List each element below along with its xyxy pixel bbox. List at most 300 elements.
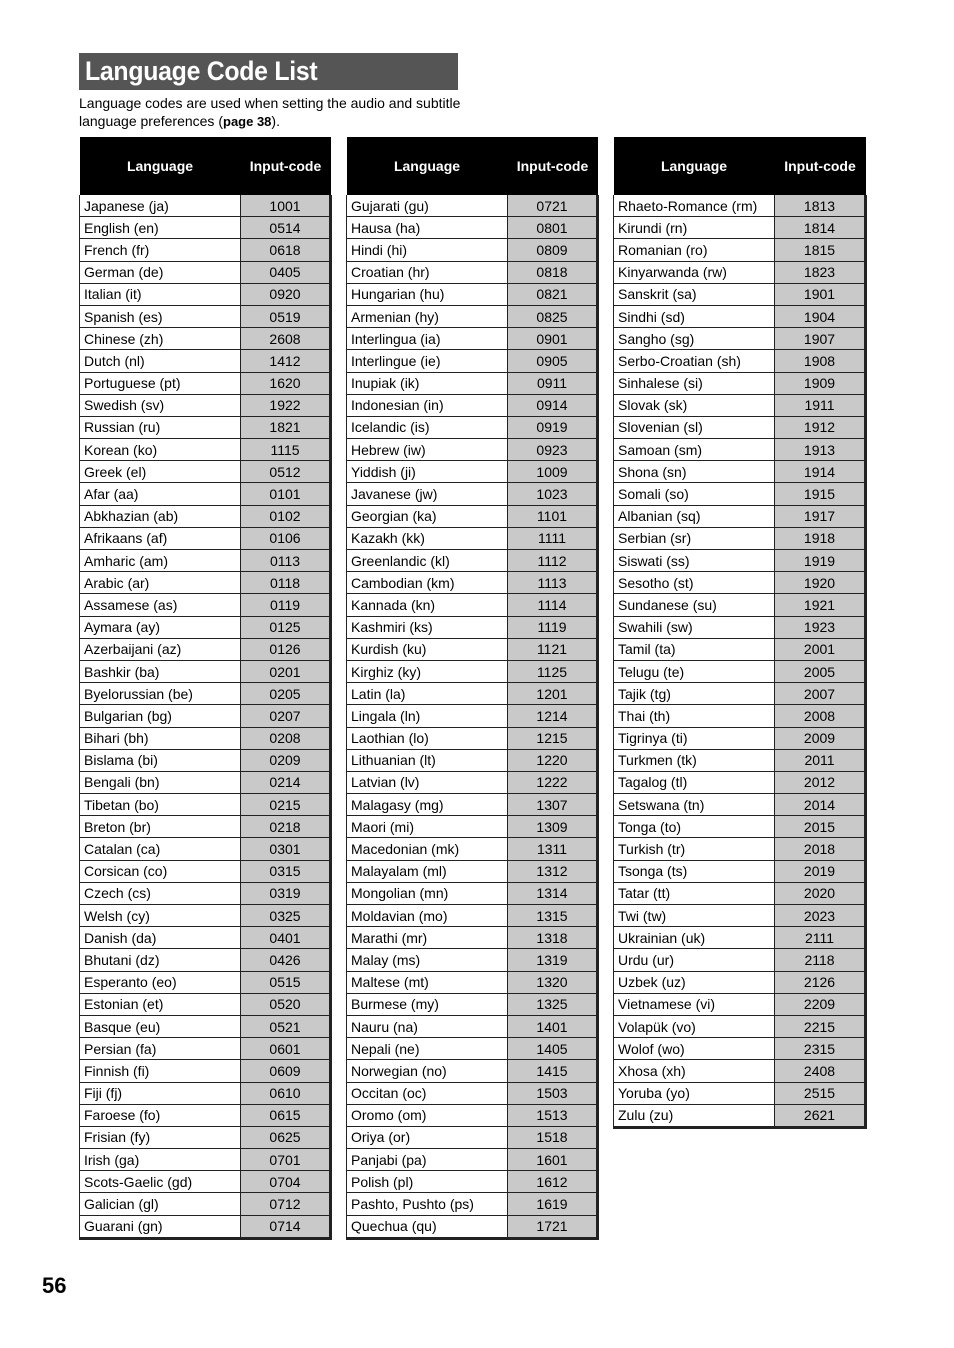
table-row bbox=[614, 305, 866, 327]
language-name-cell: Assamese (as) bbox=[80, 594, 241, 616]
table-row bbox=[80, 1193, 331, 1215]
input-code-cell: 1620 bbox=[241, 372, 331, 394]
table-row bbox=[347, 927, 598, 949]
table-row bbox=[614, 372, 866, 394]
table-row bbox=[80, 838, 331, 860]
table-row bbox=[614, 283, 866, 305]
input-code-cell: 2315 bbox=[775, 1038, 866, 1060]
language-name-cell: Persian (fa) bbox=[80, 1038, 241, 1060]
language-name-cell: Yiddish (ji) bbox=[347, 461, 508, 483]
table-row bbox=[80, 816, 331, 838]
input-code-cell: 0319 bbox=[241, 882, 331, 904]
language-name-cell: Albanian (sq) bbox=[614, 505, 775, 527]
table-row bbox=[614, 727, 866, 749]
input-code-cell: 2001 bbox=[775, 638, 866, 660]
language-name-cell: Kirundi (rn) bbox=[614, 217, 775, 239]
input-code-cell: 0821 bbox=[508, 283, 598, 305]
table-row bbox=[614, 971, 866, 993]
input-code-cell: 1918 bbox=[775, 527, 866, 549]
table-row bbox=[347, 1193, 598, 1215]
input-code-cell: 0801 bbox=[508, 217, 598, 239]
language-name-cell: Kashmiri (ks) bbox=[347, 616, 508, 638]
language-name-cell: Lingala (ln) bbox=[347, 705, 508, 727]
input-code-cell: 0101 bbox=[241, 483, 331, 505]
language-name-cell: Galician (gl) bbox=[80, 1193, 241, 1215]
table-row bbox=[80, 1126, 331, 1148]
language-name-cell: Laothian (lo) bbox=[347, 727, 508, 749]
language-name-cell: Amharic (am) bbox=[80, 550, 241, 572]
language-name-cell: Faroese (fo) bbox=[80, 1104, 241, 1126]
input-code-cell: 0610 bbox=[241, 1082, 331, 1104]
table-row bbox=[347, 1082, 598, 1104]
language-column-header: Language bbox=[80, 137, 241, 195]
table-row bbox=[80, 1171, 331, 1193]
table-row bbox=[614, 838, 866, 860]
input-code-cell: 1121 bbox=[508, 638, 598, 660]
input-code-cell: 0601 bbox=[241, 1038, 331, 1060]
input-code-cell: 0901 bbox=[508, 328, 598, 350]
language-name-cell: Bislama (bi) bbox=[80, 749, 241, 771]
language-name-cell: Twi (tw) bbox=[614, 905, 775, 927]
input-code-cell: 1813 bbox=[775, 195, 866, 217]
table-row bbox=[614, 328, 866, 350]
table-row bbox=[347, 195, 598, 217]
input-code-cell: 0701 bbox=[241, 1149, 331, 1171]
language-name-cell: Tigrinya (ti) bbox=[614, 727, 775, 749]
language-name-cell: Xhosa (xh) bbox=[614, 1060, 775, 1082]
table-row bbox=[80, 927, 331, 949]
input-code-cell: 0119 bbox=[241, 594, 331, 616]
table-row bbox=[347, 305, 598, 327]
input-code-cell: 1904 bbox=[775, 305, 866, 327]
table-row bbox=[347, 261, 598, 283]
table-row bbox=[347, 527, 598, 549]
intro-text-after: ). bbox=[271, 113, 280, 129]
language-name-cell: Kazakh (kk) bbox=[347, 527, 508, 549]
language-name-cell: Bihari (bh) bbox=[80, 727, 241, 749]
table-row bbox=[80, 1060, 331, 1082]
input-code-cell: 1901 bbox=[775, 283, 866, 305]
input-code-cell: 1909 bbox=[775, 372, 866, 394]
input-code-cell: 2111 bbox=[775, 927, 866, 949]
table-row bbox=[614, 616, 866, 638]
page-title-bar bbox=[79, 53, 458, 90]
table-row bbox=[80, 483, 331, 505]
table-row bbox=[614, 505, 866, 527]
input-code-cell: 0126 bbox=[241, 638, 331, 660]
input-code-cell: 1821 bbox=[241, 416, 331, 438]
language-name-cell: Frisian (fy) bbox=[80, 1126, 241, 1148]
language-name-cell: Slovenian (sl) bbox=[614, 416, 775, 438]
table-row bbox=[80, 638, 331, 660]
input-code-cell: 2007 bbox=[775, 683, 866, 705]
input-code-cell: 1125 bbox=[508, 660, 598, 682]
language-name-cell: Kannada (kn) bbox=[347, 594, 508, 616]
language-name-cell: Greenlandic (kl) bbox=[347, 550, 508, 572]
input-code-cell: 1503 bbox=[508, 1082, 598, 1104]
table-row bbox=[614, 816, 866, 838]
table-row bbox=[80, 1149, 331, 1171]
language-name-cell: French (fr) bbox=[80, 239, 241, 261]
language-name-cell: Panjabi (pa) bbox=[347, 1149, 508, 1171]
language-column-header: Language bbox=[614, 137, 775, 195]
input-code-cell: 0125 bbox=[241, 616, 331, 638]
language-name-cell: Hungarian (hu) bbox=[347, 283, 508, 305]
input-code-cell: 0809 bbox=[508, 239, 598, 261]
language-name-cell: Telugu (te) bbox=[614, 660, 775, 682]
input-code-cell: 1911 bbox=[775, 394, 866, 416]
language-code-table-1 bbox=[79, 137, 332, 1240]
language-name-cell: Oromo (om) bbox=[347, 1104, 508, 1126]
input-code-cell: 0209 bbox=[241, 749, 331, 771]
input-code-cell: 0214 bbox=[241, 771, 331, 793]
language-name-cell: Estonian (et) bbox=[80, 993, 241, 1015]
table-row bbox=[614, 705, 866, 727]
table-row bbox=[614, 483, 866, 505]
table-row bbox=[347, 949, 598, 971]
language-name-cell: Basque (eu) bbox=[80, 1015, 241, 1037]
input-code-cell: 2118 bbox=[775, 949, 866, 971]
table-row bbox=[80, 505, 331, 527]
table-row bbox=[614, 261, 866, 283]
table-row bbox=[80, 1015, 331, 1037]
table-row bbox=[80, 683, 331, 705]
language-name-cell: Malay (ms) bbox=[347, 949, 508, 971]
input-code-cell: 2014 bbox=[775, 794, 866, 816]
table-row bbox=[347, 838, 598, 860]
table-row bbox=[614, 527, 866, 549]
input-code-cell: 1222 bbox=[508, 771, 598, 793]
input-code-cell: 0914 bbox=[508, 394, 598, 416]
language-name-cell: Byelorussian (be) bbox=[80, 683, 241, 705]
table-row bbox=[347, 572, 598, 594]
input-code-cell: 1309 bbox=[508, 816, 598, 838]
table-row bbox=[347, 1149, 598, 1171]
table-row bbox=[80, 860, 331, 882]
language-name-cell: Hausa (ha) bbox=[347, 217, 508, 239]
input-code-cell: 1318 bbox=[508, 927, 598, 949]
table-row bbox=[614, 594, 866, 616]
input-code-cell: 1111 bbox=[508, 527, 598, 549]
language-name-cell: Sundanese (su) bbox=[614, 594, 775, 616]
language-name-cell: Tamil (ta) bbox=[614, 638, 775, 660]
input-code-cell: 1612 bbox=[508, 1171, 598, 1193]
table-row bbox=[347, 771, 598, 793]
input-code-cell: 0325 bbox=[241, 905, 331, 927]
language-name-cell: Tonga (to) bbox=[614, 816, 775, 838]
table-row bbox=[614, 882, 866, 904]
input-code-cell: 1518 bbox=[508, 1126, 598, 1148]
table-row bbox=[80, 572, 331, 594]
input-code-cell: 1917 bbox=[775, 505, 866, 527]
input-code-cell: 2515 bbox=[775, 1082, 866, 1104]
language-name-cell: Inupiak (ik) bbox=[347, 372, 508, 394]
input-code-cell: 0405 bbox=[241, 261, 331, 283]
language-name-cell: Javanese (jw) bbox=[347, 483, 508, 505]
input-code-column-header: Input-code bbox=[508, 137, 598, 195]
table-row bbox=[80, 771, 331, 793]
input-code-cell: 1915 bbox=[775, 483, 866, 505]
table-row bbox=[347, 638, 598, 660]
table-row bbox=[614, 217, 866, 239]
table-row bbox=[80, 705, 331, 727]
table-row bbox=[347, 882, 598, 904]
input-code-cell: 0911 bbox=[508, 372, 598, 394]
language-name-cell: Guarani (gn) bbox=[80, 1215, 241, 1238]
input-code-cell: 2019 bbox=[775, 860, 866, 882]
table-row bbox=[614, 905, 866, 927]
input-code-cell: 0515 bbox=[241, 971, 331, 993]
table-row bbox=[614, 1082, 866, 1104]
table-row bbox=[347, 328, 598, 350]
input-code-cell: 0113 bbox=[241, 550, 331, 572]
language-name-cell: Dutch (nl) bbox=[80, 350, 241, 372]
language-name-cell: Italian (it) bbox=[80, 283, 241, 305]
language-name-cell: Korean (ko) bbox=[80, 439, 241, 461]
input-code-cell: 1513 bbox=[508, 1104, 598, 1126]
language-name-cell: Russian (ru) bbox=[80, 416, 241, 438]
input-code-cell: 1114 bbox=[508, 594, 598, 616]
input-code-cell: 1907 bbox=[775, 328, 866, 350]
language-name-cell: Scots-Gaelic (gd) bbox=[80, 1171, 241, 1193]
language-name-cell: Yoruba (yo) bbox=[614, 1082, 775, 1104]
language-name-cell: Turkmen (tk) bbox=[614, 749, 775, 771]
table-row bbox=[80, 305, 331, 327]
table-row bbox=[80, 905, 331, 927]
language-name-cell: Shona (sn) bbox=[614, 461, 775, 483]
language-name-cell: Interlingua (ia) bbox=[347, 328, 508, 350]
input-code-cell: 1325 bbox=[508, 993, 598, 1015]
language-name-cell: Thai (th) bbox=[614, 705, 775, 727]
table-row bbox=[80, 328, 331, 350]
language-name-cell: Portuguese (pt) bbox=[80, 372, 241, 394]
input-code-cell: 1619 bbox=[508, 1193, 598, 1215]
language-name-cell: Ukrainian (uk) bbox=[614, 927, 775, 949]
input-code-cell: 0905 bbox=[508, 350, 598, 372]
input-code-cell: 0712 bbox=[241, 1193, 331, 1215]
language-name-cell: Serbo-Croatian (sh) bbox=[614, 350, 775, 372]
language-name-cell: Quechua (qu) bbox=[347, 1215, 508, 1238]
input-code-cell: 1814 bbox=[775, 217, 866, 239]
language-column-header: Language bbox=[347, 137, 508, 195]
input-code-cell: 2015 bbox=[775, 816, 866, 838]
input-code-cell: 1001 bbox=[241, 195, 331, 217]
table-row bbox=[347, 1215, 598, 1238]
input-code-cell: 0721 bbox=[508, 195, 598, 217]
table-row bbox=[614, 239, 866, 261]
table-row bbox=[347, 816, 598, 838]
language-name-cell: Bhutani (dz) bbox=[80, 949, 241, 971]
table-row bbox=[80, 993, 331, 1015]
language-name-cell: Nauru (na) bbox=[347, 1015, 508, 1037]
language-name-cell: Tatar (tt) bbox=[614, 882, 775, 904]
table-row bbox=[80, 372, 331, 394]
table-row bbox=[347, 705, 598, 727]
language-name-cell: Sangho (sg) bbox=[614, 328, 775, 350]
table-row bbox=[614, 794, 866, 816]
table-row bbox=[347, 594, 598, 616]
input-code-cell: 1914 bbox=[775, 461, 866, 483]
table-row bbox=[614, 660, 866, 682]
language-name-cell: Aymara (ay) bbox=[80, 616, 241, 638]
language-name-cell: Armenian (hy) bbox=[347, 305, 508, 327]
language-name-cell: Czech (cs) bbox=[80, 882, 241, 904]
language-name-cell: Malagasy (mg) bbox=[347, 794, 508, 816]
input-code-cell: 0215 bbox=[241, 794, 331, 816]
table-row bbox=[80, 1215, 331, 1238]
language-name-cell: Vietnamese (vi) bbox=[614, 993, 775, 1015]
input-code-cell: 1415 bbox=[508, 1060, 598, 1082]
language-name-cell: Samoan (sm) bbox=[614, 439, 775, 461]
table-row bbox=[614, 195, 866, 217]
language-name-cell: Pashto, Pushto (ps) bbox=[347, 1193, 508, 1215]
input-code-cell: 1920 bbox=[775, 572, 866, 594]
table-row bbox=[347, 1038, 598, 1060]
input-code-cell: 0625 bbox=[241, 1126, 331, 1148]
table-row bbox=[347, 683, 598, 705]
table-row bbox=[80, 1104, 331, 1126]
input-code-cell: 2009 bbox=[775, 727, 866, 749]
language-name-cell: Georgian (ka) bbox=[347, 505, 508, 527]
language-name-cell: Finnish (fi) bbox=[80, 1060, 241, 1082]
input-code-cell: 0401 bbox=[241, 927, 331, 949]
input-code-cell: 0704 bbox=[241, 1171, 331, 1193]
input-code-cell: 2408 bbox=[775, 1060, 866, 1082]
table-row bbox=[614, 638, 866, 660]
table-row bbox=[80, 527, 331, 549]
language-name-cell: Lithuanian (lt) bbox=[347, 749, 508, 771]
language-name-cell: Bengali (bn) bbox=[80, 771, 241, 793]
language-name-cell: Slovak (sk) bbox=[614, 394, 775, 416]
language-name-cell: Spanish (es) bbox=[80, 305, 241, 327]
input-code-cell: 2215 bbox=[775, 1015, 866, 1037]
table-row bbox=[347, 461, 598, 483]
input-code-cell: 1307 bbox=[508, 794, 598, 816]
input-code-cell: 1412 bbox=[241, 350, 331, 372]
input-code-cell: 0201 bbox=[241, 660, 331, 682]
language-name-cell: Sinhalese (si) bbox=[614, 372, 775, 394]
language-name-cell: Oriya (or) bbox=[347, 1126, 508, 1148]
page-number: 56 bbox=[42, 1273, 67, 1298]
table-row bbox=[80, 416, 331, 438]
table-row bbox=[347, 1060, 598, 1082]
input-code-cell: 1320 bbox=[508, 971, 598, 993]
input-code-cell: 2126 bbox=[775, 971, 866, 993]
input-code-cell: 0519 bbox=[241, 305, 331, 327]
language-name-cell: Tagalog (tl) bbox=[614, 771, 775, 793]
language-name-cell: Urdu (ur) bbox=[614, 949, 775, 971]
input-code-cell: 0714 bbox=[241, 1215, 331, 1238]
table-row bbox=[80, 594, 331, 616]
input-code-cell: 1601 bbox=[508, 1149, 598, 1171]
table-row bbox=[347, 439, 598, 461]
language-name-cell: Welsh (cy) bbox=[80, 905, 241, 927]
input-code-cell: 0919 bbox=[508, 416, 598, 438]
language-name-cell: Swedish (sv) bbox=[80, 394, 241, 416]
input-code-cell: 0615 bbox=[241, 1104, 331, 1126]
input-code-cell: 1913 bbox=[775, 439, 866, 461]
table-row bbox=[80, 261, 331, 283]
input-code-cell: 1214 bbox=[508, 705, 598, 727]
table-row bbox=[80, 350, 331, 372]
language-name-cell: Tibetan (bo) bbox=[80, 794, 241, 816]
table-row bbox=[614, 771, 866, 793]
language-name-cell: Indonesian (in) bbox=[347, 394, 508, 416]
language-name-cell: Sindhi (sd) bbox=[614, 305, 775, 327]
table-row bbox=[347, 1015, 598, 1037]
input-code-cell: 1220 bbox=[508, 749, 598, 771]
language-name-cell: Croatian (hr) bbox=[347, 261, 508, 283]
table-row bbox=[614, 993, 866, 1015]
input-code-cell: 1009 bbox=[508, 461, 598, 483]
input-code-cell: 0520 bbox=[241, 993, 331, 1015]
language-name-cell: Interlingue (ie) bbox=[347, 350, 508, 372]
table-row bbox=[347, 416, 598, 438]
language-name-cell: Siswati (ss) bbox=[614, 550, 775, 572]
table-row bbox=[80, 727, 331, 749]
language-name-cell: Maltese (mt) bbox=[347, 971, 508, 993]
language-name-cell: Sanskrit (sa) bbox=[614, 283, 775, 305]
input-code-cell: 1215 bbox=[508, 727, 598, 749]
table-row bbox=[614, 1060, 866, 1082]
language-name-cell: Afrikaans (af) bbox=[80, 527, 241, 549]
table-row bbox=[347, 860, 598, 882]
page-title: Language Code List bbox=[85, 56, 318, 86]
table-row bbox=[80, 239, 331, 261]
table-row bbox=[614, 683, 866, 705]
table-row bbox=[80, 550, 331, 572]
input-code-cell: 0301 bbox=[241, 838, 331, 860]
table-row bbox=[347, 749, 598, 771]
table-row bbox=[614, 439, 866, 461]
table-row bbox=[347, 794, 598, 816]
language-name-cell: Zulu (zu) bbox=[614, 1104, 775, 1127]
language-name-cell: Burmese (my) bbox=[347, 993, 508, 1015]
language-name-cell: Tajik (tg) bbox=[614, 683, 775, 705]
table-row bbox=[347, 239, 598, 261]
language-name-cell: Fiji (fj) bbox=[80, 1082, 241, 1104]
language-name-cell: Swahili (sw) bbox=[614, 616, 775, 638]
language-name-cell: Serbian (sr) bbox=[614, 527, 775, 549]
table-row bbox=[347, 217, 598, 239]
table-row bbox=[80, 195, 331, 217]
language-name-cell: Hindi (hi) bbox=[347, 239, 508, 261]
language-name-cell: Nepali (ne) bbox=[347, 1038, 508, 1060]
input-code-cell: 0208 bbox=[241, 727, 331, 749]
language-name-cell: Danish (da) bbox=[80, 927, 241, 949]
input-code-cell: 0923 bbox=[508, 439, 598, 461]
language-name-cell: Azerbaijani (az) bbox=[80, 638, 241, 660]
table-row bbox=[614, 1104, 866, 1127]
table-row bbox=[347, 905, 598, 927]
table-row bbox=[347, 616, 598, 638]
language-name-cell: Afar (aa) bbox=[80, 483, 241, 505]
language-code-table-2 bbox=[346, 137, 599, 1240]
input-code-cell: 1115 bbox=[241, 439, 331, 461]
language-name-cell: Volapük (vo) bbox=[614, 1015, 775, 1037]
table-row bbox=[347, 1104, 598, 1126]
language-name-cell: Irish (ga) bbox=[80, 1149, 241, 1171]
language-name-cell: Bashkir (ba) bbox=[80, 660, 241, 682]
table-row bbox=[80, 660, 331, 682]
table-row bbox=[347, 550, 598, 572]
language-name-cell: Polish (pl) bbox=[347, 1171, 508, 1193]
input-code-cell: 1923 bbox=[775, 616, 866, 638]
language-name-cell: Maori (mi) bbox=[347, 816, 508, 838]
input-code-cell: 2621 bbox=[775, 1104, 866, 1127]
language-name-cell: Occitan (oc) bbox=[347, 1082, 508, 1104]
input-code-cell: 2011 bbox=[775, 749, 866, 771]
